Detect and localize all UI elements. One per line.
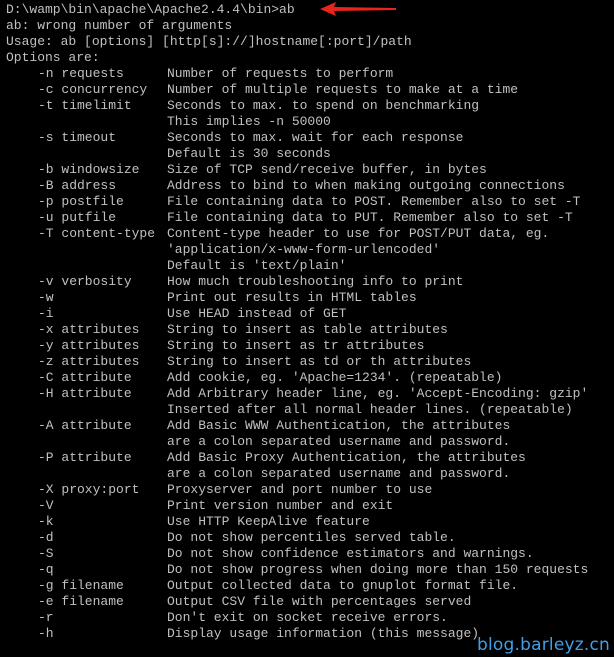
option-flag: -V <box>38 498 54 513</box>
option-flag: -n requests <box>38 66 124 81</box>
option-flag: -g filename <box>38 578 124 593</box>
red-arrow-icon <box>318 0 398 18</box>
option-description: Use HTTP KeepAlive feature <box>167 514 370 529</box>
option-description: Seconds to max. wait for each response <box>167 130 464 145</box>
option-flag: -q <box>38 562 54 577</box>
option-flag: -p postfile <box>38 194 124 209</box>
watermark-text: blog.barleyz.cn <box>477 635 610 655</box>
option-description: File containing data to PUT. Remember also to set -T <box>167 210 573 225</box>
option-flag: -i <box>38 306 54 321</box>
option-description: Print version number and exit <box>167 498 394 513</box>
option-flag: -H attribute <box>38 386 132 401</box>
option-flag: -d <box>38 530 54 545</box>
option-description: Do not show progress when doing more than 150 requests <box>167 562 589 577</box>
option-flag: -z attributes <box>38 354 140 369</box>
usage-line: Usage: ab [options] [http[s]://]hostname[:port]/path <box>6 34 412 49</box>
option-description: Add Basic WWW Authentication, the attributes <box>167 418 511 433</box>
option-flag: -T content-type <box>38 226 156 241</box>
option-flag: -b windowsize <box>38 162 140 177</box>
option-description: Number of requests to perform <box>167 66 394 81</box>
option-description: are a colon separated username and password. <box>167 466 511 481</box>
options-header: Options are: <box>6 50 100 65</box>
option-flag: -y attributes <box>38 338 140 353</box>
option-description: are a colon separated username and password. <box>167 434 511 449</box>
option-description: Print out results in HTML tables <box>167 290 417 305</box>
option-description: Default is 'text/plain' <box>167 258 347 273</box>
option-description: Use HEAD instead of GET <box>167 306 347 321</box>
option-description: Inserted after all normal header lines. (repeatable) <box>167 402 573 417</box>
error-line: ab: wrong number of arguments <box>6 18 233 33</box>
option-description: How much troubleshooting info to print <box>167 274 464 289</box>
option-flag: -c concurrency <box>38 82 148 97</box>
option-description: Add Basic Proxy Authentication, the attributes <box>167 450 526 465</box>
option-flag: -u putfile <box>38 210 117 225</box>
option-description: File containing data to POST. Remember also to set -T <box>167 194 581 209</box>
option-description: Don't exit on socket receive errors. <box>167 610 448 625</box>
option-description: String to insert as table attributes <box>167 322 448 337</box>
option-description: Output CSV file with percentages served <box>167 594 472 609</box>
option-flag: -C attribute <box>38 370 132 385</box>
option-description: 'application/x-www-form-urlencoded' <box>167 242 441 257</box>
command-prompt-line: D:\wamp\bin\apache\Apache2.4.4\bin>ab <box>6 2 295 17</box>
option-flag: -B address <box>38 178 117 193</box>
option-flag: -S <box>38 546 54 561</box>
option-description: String to insert as tr attributes <box>167 338 425 353</box>
option-flag: -t timelimit <box>38 98 132 113</box>
option-description: String to insert as td or th attributes <box>167 354 472 369</box>
option-flag: -h <box>38 626 54 641</box>
option-description: Default is 30 seconds <box>167 146 331 161</box>
option-description: Add cookie, eg. 'Apache=1234'. (repeatable) <box>167 370 503 385</box>
option-flag: -v verbosity <box>38 274 132 289</box>
option-flag: -s timeout <box>38 130 117 145</box>
option-description: Number of multiple requests to make at a time <box>167 82 519 97</box>
option-description: Proxyserver and port number to use <box>167 482 433 497</box>
option-description: Address to bind to when making outgoing connections <box>167 178 565 193</box>
option-description: This implies -n 50000 <box>167 114 331 129</box>
option-flag: -X proxy:port <box>38 482 140 497</box>
option-description: Do not show confidence estimators and warnings. <box>167 546 534 561</box>
option-flag: -A attribute <box>38 418 132 433</box>
option-flag: -e filename <box>38 594 124 609</box>
option-description: Output collected data to gnuplot format file. <box>167 578 519 593</box>
option-flag: -r <box>38 610 54 625</box>
option-description: Size of TCP send/receive buffer, in bytes <box>167 162 487 177</box>
option-flag: -x attributes <box>38 322 140 337</box>
option-flag: -k <box>38 514 54 529</box>
option-description: Display usage information (this message) <box>167 626 480 641</box>
option-description: Seconds to max. to spend on benchmarking <box>167 98 480 113</box>
option-flag: -P attribute <box>38 450 132 465</box>
option-description: Do not show percentiles served table. <box>167 530 456 545</box>
option-description: Add Arbitrary header line, eg. 'Accept-Encoding: gzip' <box>167 386 589 401</box>
option-flag: -w <box>38 290 54 305</box>
option-description: Content-type header to use for POST/PUT data, eg. <box>167 226 550 241</box>
